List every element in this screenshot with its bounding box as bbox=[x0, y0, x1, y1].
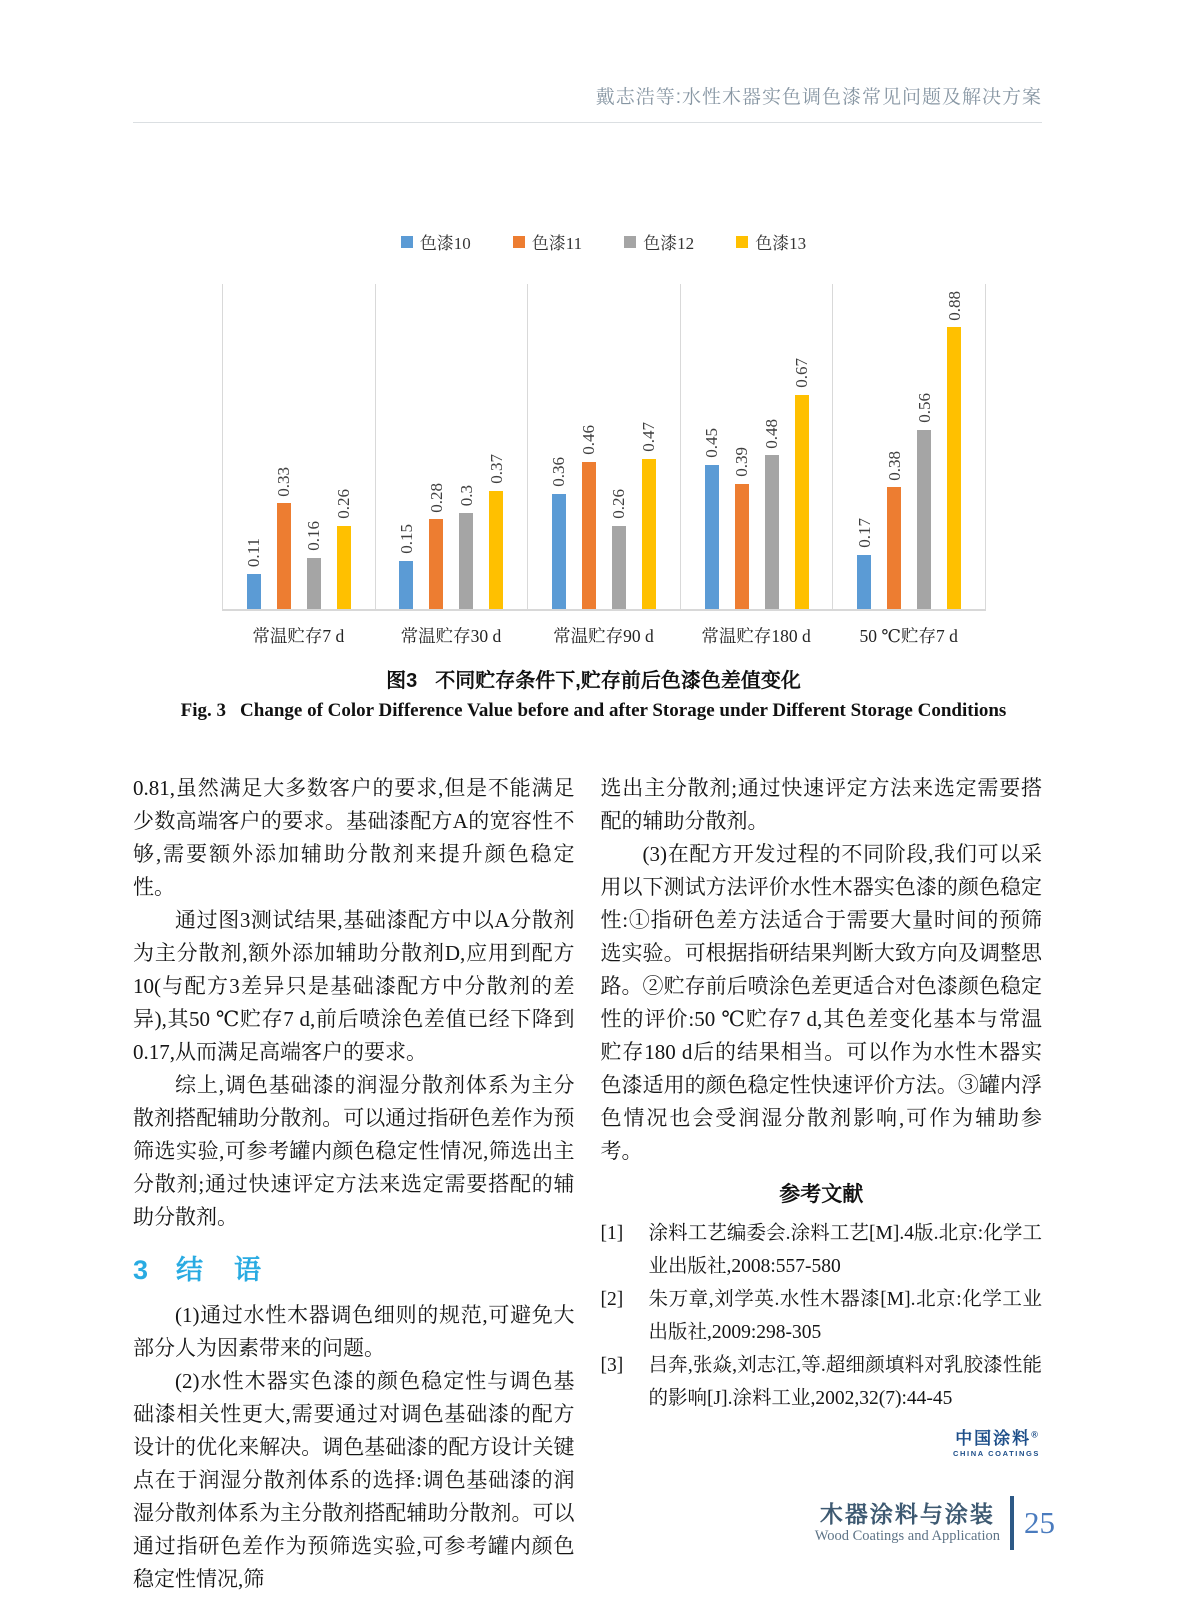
bar-色漆11 bbox=[735, 484, 749, 609]
bar-with-label bbox=[245, 284, 262, 609]
section-heading-conclusion bbox=[133, 1254, 575, 1287]
legend-label: 色漆12 bbox=[643, 234, 695, 253]
bar-色漆13 bbox=[947, 327, 961, 609]
bar-色漆11 bbox=[582, 462, 596, 609]
logo-text-en: CHINA COATINGS bbox=[953, 1449, 1040, 1459]
bar-value-label: 0.26 bbox=[334, 489, 354, 519]
bar-value-label: 0.16 bbox=[304, 521, 324, 551]
right-column bbox=[601, 772, 1043, 1596]
section-title: 结 语 bbox=[176, 1255, 264, 1285]
bar-value-label: 0.88 bbox=[944, 290, 964, 321]
figure-number-zh: 图3 bbox=[386, 670, 418, 692]
bar-value-label: 0.47 bbox=[639, 421, 659, 452]
bar-色漆11 bbox=[277, 503, 291, 609]
bar-with-label bbox=[916, 284, 933, 609]
bar-色漆12 bbox=[307, 558, 321, 609]
bar-value-label: 0.56 bbox=[914, 393, 934, 423]
bar-value-label: 0.26 bbox=[609, 489, 629, 519]
bar-group bbox=[681, 284, 834, 609]
bar-with-label bbox=[335, 284, 352, 609]
figure-title-zh: 不同贮存条件下,贮存前后色漆色差值变化 bbox=[435, 670, 801, 692]
bar-with-label bbox=[763, 284, 780, 609]
bar-色漆10 bbox=[705, 465, 719, 609]
bar-value-label: 0.11 bbox=[244, 537, 264, 567]
journal-name-en: Wood Coatings and Application bbox=[814, 1527, 1000, 1544]
bar-value-label: 0.15 bbox=[396, 524, 416, 554]
reference-label: [2] bbox=[600, 1289, 624, 1310]
paragraph: (3)在配方开发过程的不同阶段,我们可以采用以下测试方法评价水性木器实色漆的颜色稳定性:①指研色差方法适合于需要大量时间的预筛选实验。可根据指研结果判断大致方向及调整思路。②贮存前后喷涂色差更适合对色漆颜色稳定性的评价:50 ℃贮存7 d,其色差变化基本与常温贮存180 d后的结果相当。可以作为水性木器实色漆适用的颜色稳定性快速评价方法。③罐内浮色情况也会受润湿分散剂影响,可作为辅助参考。 bbox=[600, 842, 1042, 1163]
reference-item bbox=[601, 1217, 1043, 1283]
logo-text-zh: 中国涂料® bbox=[955, 1429, 1038, 1448]
bar-with-label bbox=[703, 284, 720, 609]
legend-label: 色漆11 bbox=[531, 234, 583, 253]
bar-with-label bbox=[856, 284, 873, 609]
references-list bbox=[601, 1217, 1043, 1415]
legend-swatch-icon bbox=[736, 236, 748, 248]
reference-label: [3] bbox=[600, 1355, 624, 1376]
category-label: 常温贮存7 d bbox=[252, 626, 345, 646]
footer-divider-bar bbox=[1010, 1496, 1014, 1550]
bar-value-label: 0.28 bbox=[426, 482, 446, 513]
bar-value-label: 0.67 bbox=[792, 357, 812, 388]
paragraph: (1)通过水性木器调色细则的规范,可避免大部分人为因素带来的问题。 bbox=[133, 1303, 575, 1360]
paragraph: (2)水性木器实色漆的颜色稳定性与调色基础漆相关性更大,需要通过对调色基础漆的配方设计的优化来解决。调色基础漆的配方设计关键点在于润湿分散剂体系的选择:调色基础漆的润湿分散剂体系为主分散剂搭配辅助分散剂。可以通过指研色差作为预筛选实验,可参考罐内颜色稳定性情况,筛 bbox=[133, 1369, 575, 1591]
bar-with-label bbox=[488, 284, 505, 609]
bar-with-label bbox=[275, 284, 292, 609]
journal-name-block bbox=[815, 1501, 1000, 1545]
legend-item bbox=[513, 229, 582, 254]
legend-item bbox=[736, 229, 806, 254]
category-label: 常温贮存180 d bbox=[701, 626, 811, 646]
left-column bbox=[133, 772, 575, 1596]
china-coatings-logo bbox=[953, 1429, 1040, 1459]
bar-色漆13 bbox=[642, 459, 656, 609]
category-label: 常温贮存90 d bbox=[553, 626, 654, 646]
bar-with-label bbox=[793, 284, 810, 609]
references-title: 参考文献 bbox=[779, 1183, 864, 1206]
bar-with-label bbox=[580, 284, 597, 609]
bar-group bbox=[376, 284, 529, 609]
registered-mark-icon: ® bbox=[1031, 1429, 1038, 1440]
bar-色漆12 bbox=[612, 526, 626, 609]
bar-group bbox=[528, 284, 681, 609]
bar-group bbox=[833, 284, 986, 609]
bar-色漆12 bbox=[765, 455, 779, 609]
bar-chart-plot-area bbox=[222, 284, 986, 611]
bar-色漆11 bbox=[887, 487, 901, 609]
bar-色漆13 bbox=[489, 491, 503, 609]
running-head: 戴志浩等:水性木器实色调色漆常见问题及解决方案 bbox=[133, 0, 1042, 123]
bar-with-label bbox=[428, 284, 445, 609]
bar-色漆10 bbox=[247, 574, 261, 609]
figure-caption-en bbox=[0, 700, 1187, 722]
bar-色漆11 bbox=[429, 519, 443, 609]
bar-value-label: 0.45 bbox=[702, 428, 722, 458]
legend-item bbox=[401, 229, 471, 254]
reference-text: 朱万章,刘学英.水性木器漆[M].北京:化学工业出版社,2009:298-305 bbox=[648, 1289, 1042, 1343]
bar-value-label: 0.17 bbox=[854, 517, 874, 548]
figure-title-en: Change of Color Difference Value before and after Storage under Different Storage Conditions bbox=[240, 700, 1007, 721]
legend-swatch-icon bbox=[513, 236, 525, 248]
legend-label: 色漆13 bbox=[755, 234, 807, 253]
page-footer bbox=[815, 1496, 1055, 1550]
reference-text: 涂料工艺编委会.涂料工艺[M].4版.北京:化学工业出版社,2008:557-580 bbox=[648, 1223, 1042, 1277]
bar-with-label bbox=[305, 284, 322, 609]
bar-with-label bbox=[640, 284, 657, 609]
bar-with-label bbox=[550, 284, 567, 609]
paragraph: 综上,调色基础漆的润湿分散剂体系为主分散剂搭配辅助分散剂。可以通过指研色差作为预筛选实验,可参考罐内颜色稳定性情况,筛选出主分散剂;通过快速评定方法来选定需要搭配的辅助分散剂。 bbox=[133, 1073, 575, 1229]
bar-with-label bbox=[610, 284, 627, 609]
bar-with-label bbox=[398, 284, 415, 609]
figure-number-en: Fig. 3 bbox=[180, 700, 227, 721]
reference-text: 吕奔,张焱,刘志江,等.超细颜填料对乳胶漆性能的影响[J].涂料工业,2002,32(7):44-45 bbox=[648, 1355, 1042, 1409]
bar-色漆13 bbox=[337, 526, 351, 609]
bar-value-label: 0.48 bbox=[762, 418, 782, 449]
paragraph: 通过图3测试结果,基础漆配方中以A分散剂为主分散剂,额外添加辅助分散剂D,应用到配方10(与配方3差异只是基础漆配方中分散剂的差异),其50 ℃贮存7 d,前后喷涂色差值已经下降到0.17,从而满足高端客户的要求。 bbox=[133, 908, 575, 1064]
legend-label: 色漆10 bbox=[419, 234, 471, 253]
bar-色漆12 bbox=[459, 513, 473, 609]
bar-value-label: 0.39 bbox=[732, 447, 752, 478]
bar-with-label bbox=[733, 284, 750, 609]
bar-value-label: 0.38 bbox=[884, 450, 904, 481]
bar-value-label: 0.37 bbox=[486, 453, 506, 484]
publisher-logo-row bbox=[601, 1429, 1043, 1466]
bar-with-label bbox=[886, 284, 903, 609]
reference-item bbox=[601, 1349, 1043, 1415]
paragraph: 0.81,虽然满足大多数客户的要求,但是不能满足少数高端客户的要求。基础漆配方A的宽容性不够,需要额外添加辅助分散剂来提升颜色稳定性。 bbox=[133, 776, 575, 899]
paragraph: 选出主分散剂;通过快速评定方法来选定需要搭配的辅助分散剂。 bbox=[600, 776, 1042, 833]
bar-value-label: 0.36 bbox=[549, 457, 569, 487]
reference-item bbox=[601, 1283, 1043, 1349]
bar-with-label bbox=[458, 284, 475, 609]
chart-category-axis bbox=[222, 611, 985, 648]
bar-色漆12 bbox=[917, 430, 931, 609]
bar-色漆13 bbox=[795, 395, 809, 609]
bar-色漆10 bbox=[552, 494, 566, 609]
category-label: 50 ℃贮存7 d bbox=[859, 626, 958, 646]
bar-group bbox=[223, 284, 376, 609]
article-body bbox=[133, 772, 1042, 1596]
bar-with-label bbox=[946, 284, 963, 609]
legend-swatch-icon bbox=[624, 236, 636, 248]
reference-label: [1] bbox=[600, 1223, 624, 1244]
bar-value-label: 0.3 bbox=[456, 484, 476, 506]
figure-caption-zh bbox=[0, 664, 1187, 693]
bar-value-label: 0.46 bbox=[579, 425, 599, 455]
legend-swatch-icon bbox=[401, 236, 413, 248]
bar-色漆10 bbox=[857, 555, 871, 609]
legend-item bbox=[624, 229, 694, 254]
journal-name-zh: 木器涂料与涂装 bbox=[819, 1501, 995, 1528]
section-number: 3 bbox=[133, 1255, 149, 1285]
category-label: 常温贮存30 d bbox=[400, 626, 502, 646]
page-number: 25 bbox=[1024, 1505, 1055, 1540]
bar-色漆10 bbox=[399, 561, 413, 609]
chart-legend bbox=[222, 229, 985, 254]
bar-value-label: 0.33 bbox=[274, 466, 294, 497]
